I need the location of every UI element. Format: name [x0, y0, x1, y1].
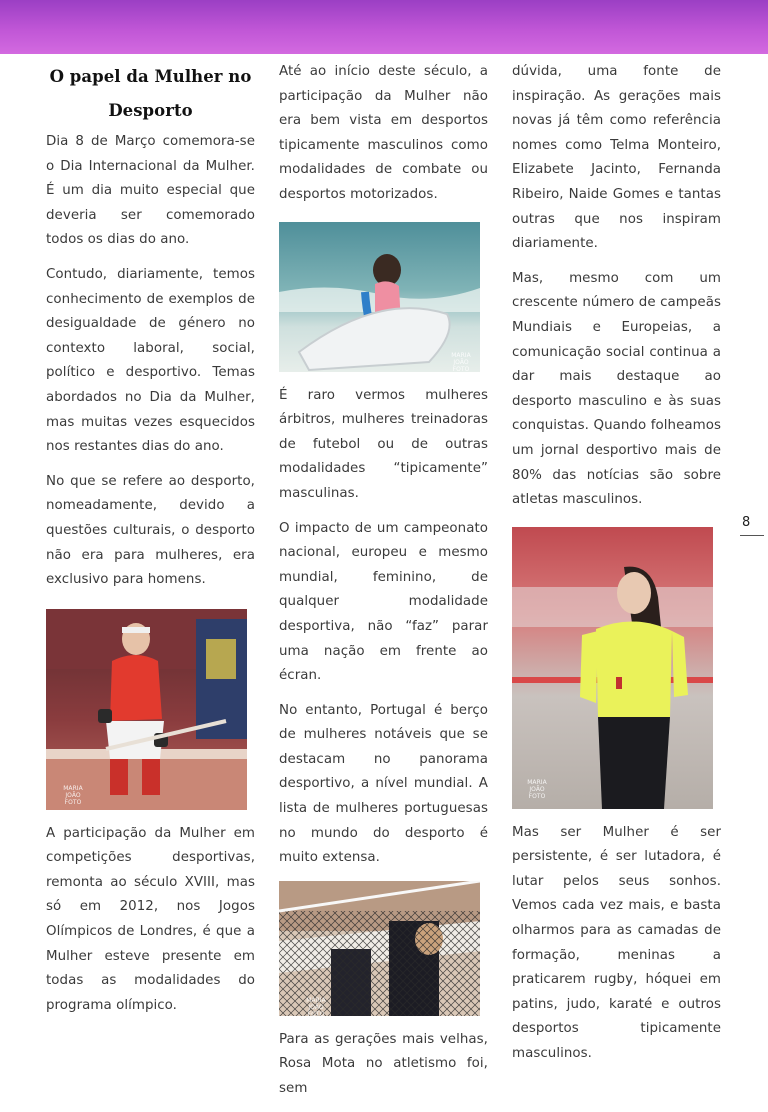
photo-watermark: MARIA JOÃO FOTO — [63, 784, 83, 806]
photo-watermark: MARIA JOÃO FOTO — [527, 778, 547, 800]
article-column-2 — [279, 60, 488, 1112]
paragraph: Dia 8 de Março comemora-se o Dia Internacional da Mulher. É um dia muito especial que deveria ser comemorado todos os dias do ano. — [46, 134, 255, 248]
bodyboarder-image — [279, 222, 480, 372]
photo-watermark: MARIA JOÃO FOTO — [451, 351, 471, 372]
paragraph: No que se refere ao desporto, nomeadamente, devido a questões culturais, o desporto não era para mulheres, era exclusivo para homens. — [46, 473, 255, 588]
paragraph: Mas ser Mulher é ser persistente, é ser lutadora, é lutar pelos seus sonhos. Vemos cada vez mais, e basta olharmos para as camadas de formação, meninas a praticarem rugby, hóquei em patins, judo, karaté e outros desportos tipicamente masculinos. — [512, 824, 721, 1062]
page-number: 8 — [742, 515, 751, 530]
page-number-rule — [740, 535, 764, 536]
paragraph: No entanto, Portugal é berço de mulheres notáveis que se destacam no panorama desportivo, a nível mundial. A lista de mulheres portuguesas no mundo do desporto é muito extensa. — [279, 702, 488, 866]
paragraph: Mas, mesmo com um crescente número de campeãs Mundiais e Europeias, a comunicação social continua a dar mais destaque ao desporto masculino e às suas conquistas. Quando folheamos um jornal desportivo mais de 80% das notícias são sobre atletas masculinos. — [512, 270, 721, 508]
photo-roller-hockey — [46, 609, 247, 810]
paragraph: Para as gerações mais velhas, Rosa Mota no atletismo foi, sem — [279, 1031, 488, 1097]
volleyball-net-image — [279, 881, 480, 1016]
photo-volleyball — [279, 881, 480, 1016]
header-band — [0, 0, 768, 54]
photo-bodyboard — [279, 222, 480, 372]
article-column-3 — [512, 60, 721, 1077]
referee-image — [512, 527, 713, 809]
paragraph: A participação da Mulher em competições desportivas, remonta ao século XVIII, mas só em 2012, nos Jogos Olímpicos de Londres, é que a Mulher esteve presente em todas as modalidades do programa olímpico. — [46, 825, 255, 1013]
photo-referee — [512, 527, 713, 809]
paragraph: É raro vermos mulheres árbitros, mulheres treinadoras de futebol ou de outras modalidades “tipicamente” masculinas. — [279, 387, 488, 501]
paragraph: O impacto de um campeonato nacional, europeu e mesmo mundial, feminino, de qualquer modalidade desportiva, não “faz” parar uma nação em frente ao écran. — [279, 520, 488, 684]
paragraph: Até ao início deste século, a participação da Mulher não era bem vista em desportos tipicamente masculinos como modalidades de combate ou desportos motorizados. — [279, 64, 488, 202]
article-column-1 — [46, 60, 255, 1028]
paragraph: dúvida, uma fonte de inspiração. As gerações mais novas já têm como referência nomes como Telma Monteiro, Elizabete Jacinto, Fernanda Ribeiro, Naide Gomes e tantas outras que nos inspiram diariamente. — [512, 64, 721, 252]
article-title: O papel da Mulher no Desporto — [49, 67, 252, 120]
photo-watermark: MARIA JOÃO FOTO — [306, 996, 326, 1016]
roller-hockey-player-image — [46, 609, 247, 810]
paragraph: Contudo, diariamente, temos conhecimento de exemplos de desigualdade de género no contexto laboral, social, político e desportivo. Temas abordados no Dia da Mulher, mas muitas vezes esquecidos nos restantes dias do ano. — [46, 266, 255, 455]
